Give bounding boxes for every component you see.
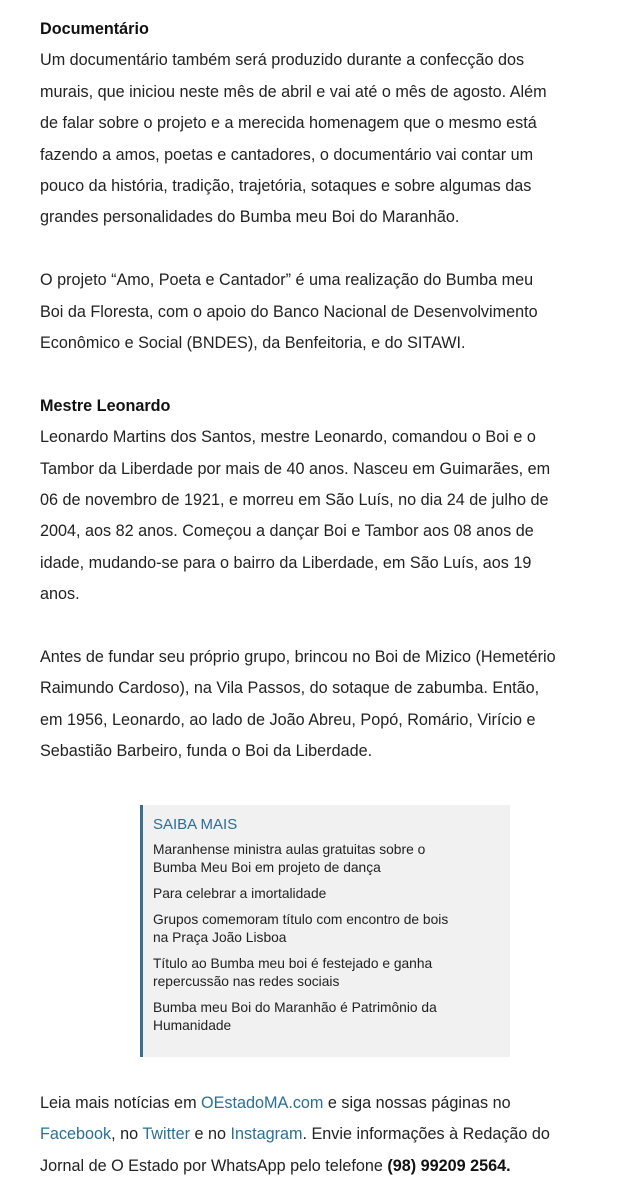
paragraph-line: O projeto “Amo, Poeta e Cantador” é uma realização do Bumba meu [40,271,534,290]
related-link-line: Humanidade [153,1018,232,1033]
article-body [40,14,620,768]
paragraph-line: de falar sobre o projeto e a merecida homenagem que o mesmo está [40,114,537,133]
paragraph-line: Sebastião Barbeiro, funda o Boi da Liberdade. [40,742,373,761]
footer-line [40,1088,630,1119]
related-link-line: na Praça João Lisboa [153,930,287,945]
paragraph-line: Um documentário também será produzido durante a confecção dos [40,51,525,70]
mestre-heading: Mestre Leonardo [40,396,171,415]
related-link[interactable] [153,841,498,877]
saiba-mais-title: SAIBA MAIS [153,816,238,833]
documentario-heading: Documentário [40,20,149,38]
paragraph-line: fazendo a amos, poetas e cantadores, o documentário vai contar um [40,145,534,164]
related-link-line: Bumba Meu Boi em projeto de dança [153,860,381,875]
footer-text: e no [189,1125,231,1144]
paragraph-line: em 1956, Leonardo, ao lado de João Abreu, Popó, Romário, Virício e [40,710,536,729]
footer-text: Jornal de O Estado por WhatsApp pelo telefone [40,1156,388,1175]
paragraph-line: grandes personalidades do Bumba meu Boi do Maranhão. [40,208,460,227]
facebook-link[interactable]: Facebook [40,1125,112,1144]
related-link[interactable] [153,885,498,903]
whatsapp-phone: (98) 99209 2564. [387,1156,511,1175]
footer-paragraph [40,1088,630,1182]
paragraph-spacer [40,234,620,265]
paragraph-line: 2004, aos 82 anos. Começou a dançar Boi e Tambor aos 08 anos de [40,522,534,541]
paragraph-line: anos. [40,585,80,604]
footer-text: Leia mais notícias em [40,1094,202,1112]
related-link-line: Para celebrar a imortalidade [153,886,327,901]
documentario-paragraph [40,45,620,233]
paragraph-line: Econômico e Social (BNDES), da Benfeitoria, e do SITAWI. [40,334,466,353]
twitter-link[interactable]: Twitter [142,1125,190,1144]
related-link[interactable] [153,911,498,947]
related-link-line: Título ao Bumba meu boi é festejado e ganha [153,956,433,971]
related-link-line: Maranhense ministra aulas gratuitas sobre o [153,842,426,857]
related-link-line: Bumba meu Boi do Maranhão é Patrimônio da [153,1000,437,1015]
related-link-line: repercussão nas redes sociais [153,974,340,989]
mestre-paragraph [40,422,620,610]
saiba-mais-box [140,805,510,1057]
paragraph-line: Raimundo Cardoso), na Vila Passos, do sotaque de zabumba. Então, [40,679,540,698]
footer-text: . Envie informações à Redação do [302,1125,550,1144]
related-link-line: Grupos comemoram título com encontro de bois [153,912,449,927]
paragraph-line: 06 de novembro de 1921, e morreu em São Luís, no dia 24 de julho de [40,491,549,510]
related-link[interactable] [153,999,498,1035]
paragraph-line: murais, que iniciou neste mês de abril e vai até o mês de agosto. Além [40,82,547,101]
footer-line [40,1151,630,1182]
footer-text: e siga nossas páginas no [323,1094,511,1112]
paragraph-spacer [40,359,620,390]
footer-line [40,1119,630,1150]
paragraph-line: Antes de fundar seu próprio grupo, brincou no Boi de Mizico (Hemetério [40,648,556,667]
paragraph-spacer [40,611,620,642]
paragraph-line: Boi da Floresta, com o apoio do Banco Nacional de Desenvolvimento [40,302,538,321]
antes-paragraph [40,642,620,768]
projeto-paragraph [40,265,620,359]
footer-text: , no [111,1125,143,1144]
instagram-link[interactable]: Instagram [230,1125,303,1144]
related-link[interactable] [153,955,498,991]
paragraph-line: Leonardo Martins dos Santos, mestre Leonardo, comandou o Boi e o [40,428,536,447]
paragraph-line: pouco da história, tradição, trajetória, sotaques e sobre algumas das [40,177,532,196]
paragraph-line: idade, mudando-se para o bairro da Liberdade, em São Luís, aos 19 [40,553,532,572]
site-link[interactable]: OEstadoMA.com [201,1094,324,1112]
paragraph-line: Tambor da Liberdade por mais de 40 anos. Nasceu em Guimarães, em [40,459,551,478]
